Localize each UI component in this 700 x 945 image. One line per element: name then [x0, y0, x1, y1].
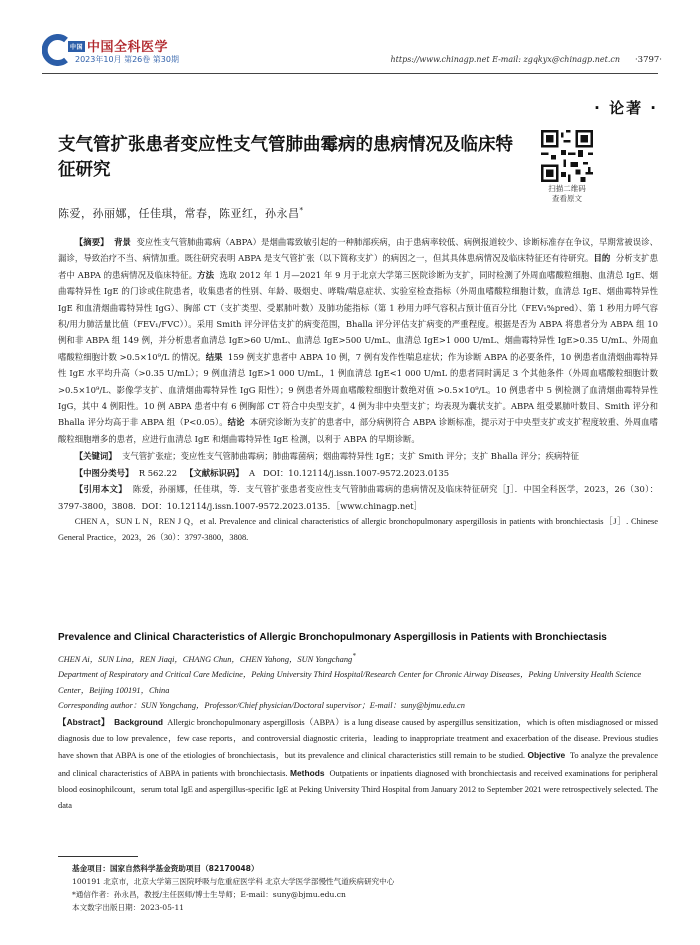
issue-info: 2023年10月 第26卷 第30期 — [75, 55, 179, 64]
citation-en: CHEN A，SUN L N，REN J Q，et al. Prevalence and clinical characteristics of allergic bronchopulmonary aspergillosis in patients with bronchiectasis［J］. Chinese General Practice，2023，26（30）：3797-3800，3808. — [58, 516, 658, 543]
journal-header — [42, 32, 662, 72]
section-label: · 论著 · — [594, 99, 658, 117]
publish-date-note: 本文数字出版日期：2023-05-11 — [72, 903, 185, 912]
qr-code-icon[interactable] — [541, 130, 593, 182]
journal-url-email: https://www.chinagp.net E-mail: zgqkyx@chinagp.net.cn — [390, 55, 620, 64]
corresponding-note: *通信作者：孙永昌，教授/主任医师/博士生导师；E-mail：suny@bjmu.edu.cn — [72, 890, 346, 899]
page-number: ·3797· — [634, 55, 662, 65]
english-author-block — [58, 649, 658, 714]
doi-link[interactable]: DOI：10.12114/j.issn.1007-9572.2023.0135 — [263, 467, 450, 478]
abstract-body: 【摘要】 背景 变应性支气管肺曲霉病（ABPA）是烟曲霉致敏引起的一种肺部疾病，由于患病率较低、病例报道较少、诊断标准存在争议，早期常被误诊、漏诊，导致治疗不当、病情加重。既往研究表明 ABPA 是支气管扩张（以下简称支扩）的病因之一，但其具体患病情况及临床特征还有待研究。目的 分析支扩患者中 ABPA 的患病情况及临床特征。方法 选取 2012 年 1 月—2021 年 9 月于北京大学第三医院诊断为支扩，同时检测了外周血嗜酸粒细胞、血清总 IgE、烟曲霉特异性 IgE 的门诊或住院患者，收集患者的性别、年龄、吸烟史、哮喘/喘息症状、实验室检查指标（外周血嗜酸粒细胞计数，血清总 IgE、烟曲霉特异性 IgE 和血清烟曲霉特异性 IgG）、胸部 CT（支扩类型、受累肺叶数）及肺功能指标（第 1 秒用力呼气容积占预计值百分比（FEV₁%pred）、第 1 秒用力呼气容积/用力肺活量比值（FEV₁/FVC））。采用 Smith 评分评估支扩的病变范围，Bhalla 评分评估支扩病变的严重程度。根据是否为 ABPA 将患者分为 ABPA 组 10 例和非 ABPA 组 149 例，并分析患者血清总 IgE>60 U/mL、血清总 IgE>500 U/mL、血清总 IgE>1 000 U/mL、烟曲霉特异性 IgE>0.35 U/mL、外周血嗜酸粒细胞计数 >0.5×10⁹/L 的情况。结果 159 例支扩患者中 ABPA 10 例，7 例有发作性喘息症状；作为诊断 ABPA 的必要条件，10 例患者血清烟曲霉特异性 IgE 水平均升高（>0.35 U/mL）；9 例血清总 IgE>1 000 U/mL，1 例血清总 IgE<1 000 U/mL 的患者同时满足 3 个其他条件（外周血嗜酸粒细胞计数 >0.5×10⁹/L、影像学支扩、血清烟曲霉特异性 IgG 阳性）；9 例患者外周血嗜酸粒细胞计数绝对值 >0.5×10⁹/L。10 例患者中 5 例检测了血清烟曲霉特异性 IgG，其中 4 例阳性。10 例 ABPA 患者中有 6 例胸部 CT 符合中央型支扩，4 例为非中央型支扩；均表现为囊状支扩。ABPA 组受累肺叶数目、Smith 评分和 Bhalla 评分均高于非 ABPA 组（P<0.05）。结论 本研究诊断为支扩的患者中，部分病例符合 ABPA 诊断标准，提示对于中央型支扩或支扩程度较重、外周血嗜酸粒细胞增多的患者，应进行血清总 IgE 和烟曲霉特异性 IgE 检测，以利于 ABPA 的早期诊断。 — [58, 237, 659, 444]
footnote-divider — [58, 856, 138, 857]
author-list: 陈爱，孙丽娜，任佳琪，常春，陈亚红，孙永昌* — [58, 206, 304, 220]
chinese-abstract — [58, 234, 658, 547]
classification-line: 【中图分类号】 R 562.22 【文献标识码】 A DOI：10.12114/j.issn.1007-9572.2023.0135 — [74, 467, 450, 478]
footnotes — [72, 862, 658, 914]
affiliation-note: 100191 北京市，北京大学第三医院呼吸与危重症医学科 北京大学医学部慢性气道疾病研究中心 — [72, 877, 395, 886]
english-corresponding: Corresponding author：SUN Yongchang，Professor/Chief physician/Doctoral supervisor；E-mail：suny@bjmu.edu.cn — [58, 701, 465, 711]
qr-caption: 扫描二维码 查看原文 — [548, 184, 586, 203]
english-authors: CHEN Ai，SUN Lina，REN Jiaqi，CHANG Chun，CHEN Yahong，SUN Yongchang* — [58, 652, 356, 664]
fund-note: 基金项目：国家自然科学基金资助项目（82170048） — [72, 864, 259, 873]
citation-cn: 【引用本文】 陈爱，孙丽娜，任佳琪，等．支气管扩张患者变应性支气管肺曲霉病的患病情况及临床特征研究［J］．中国全科医学，2023，26（30）：3797-3800，3808．DOI：10.12114/j.issn.1007-9572.2023.0135．［www.chinagp.net］ — [58, 484, 659, 511]
header-divider — [42, 73, 658, 74]
english-abstract: 【Abstract】 Background Allergic bronchopulmonary aspergillosis（ABPA）is a lung disease caused by aspergillus sensitization，which is often misdiagnosed or missed diagnosis due to low prevalence，few case reports，and controversial diagnostic criteria，leading to inappropriate treatment and exacerbation of the disease. Previous studies have shown that ABPA is one of the etiologies of bronchiectasis，but its prevalence and clinical characteristics still remain to be studied. Objective To analyze the prevalence and clinical characteristics of ABPA in patients with bronchiectasis. Methods Outpatients or inpatients diagnosed with bronchiectasis and received examinations for peripheral blood eosinophilcount，serum total IgE and aspergillus-specific IgE at Peking University Third Hospital from January 2012 to September 2021 were retrospectively selected. The data — [58, 717, 658, 811]
journal-name: 中国 中国全科医学 — [70, 40, 169, 55]
keywords: 【关键词】 支气管扩张症；变应性支气管肺曲霉病；肺曲霉菌病；烟曲霉特异性 IgE；支扩 Smith 评分；支扩 Bhalla 评分；疾病特征 — [74, 451, 579, 462]
english-title: Prevalence and Clinical Characteristics of Allergic Bronchopulmonary Aspergillosis in Patients with Bronchiectasis — [58, 632, 607, 643]
english-affiliation: Department of Respiratory and Critical Care Medicine，Peking University Third Hospital/Research Center for Chronic Airway Diseases，Peking University Health Science Center，Beijing 100191，China — [58, 670, 642, 695]
paper-title: 支气管扩张患者变应性支气管肺曲霉病的患病情况及临床特征研究 — [58, 135, 513, 180]
